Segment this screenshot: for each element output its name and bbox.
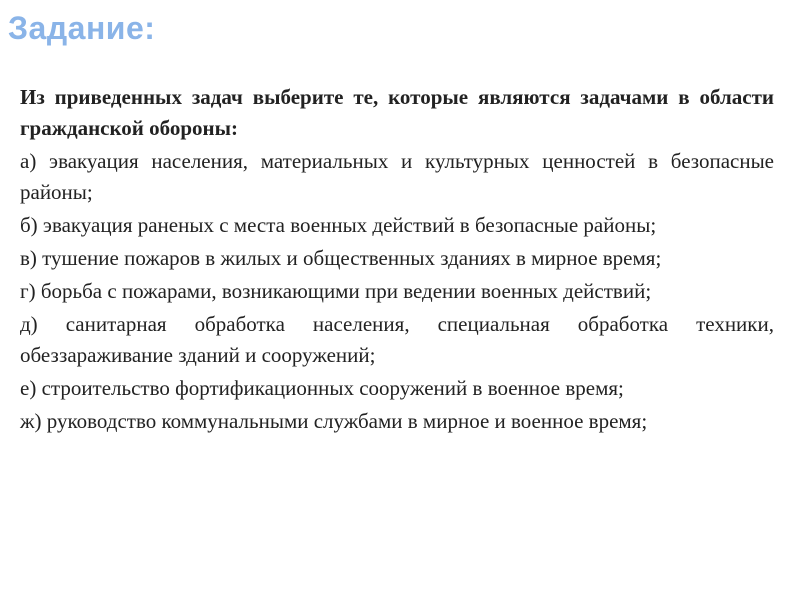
option-a: а) эвакуация населения, материальных и культурных ценностей в безопасные районы; [20,149,774,204]
option-b: б) эвакуация раненых с места военных действий в безопасные районы; [20,213,657,237]
task-content [20,82,774,437]
option-g: г) борьба с пожарами, возникающими при ведении военных действий; [20,279,652,303]
option-v: в) тушение пожаров в жилых и общественных зданиях в мирное время; [20,246,662,270]
option-zh: ж) руководство коммунальными службами в мирное и военное время; [20,409,648,433]
option-d: д) санитарная обработка населения, специальная обработка техники, обеззараживание зданий и сооружений; [20,312,774,367]
question-text: Из приведенных задач выберите те, которые являются задачами в области гражданской обороны: [20,85,774,140]
options-list [20,144,774,437]
slide-title: Задание: [8,10,156,46]
option-e: е) строительство фортификационных сооружений в военное время; [20,376,624,400]
